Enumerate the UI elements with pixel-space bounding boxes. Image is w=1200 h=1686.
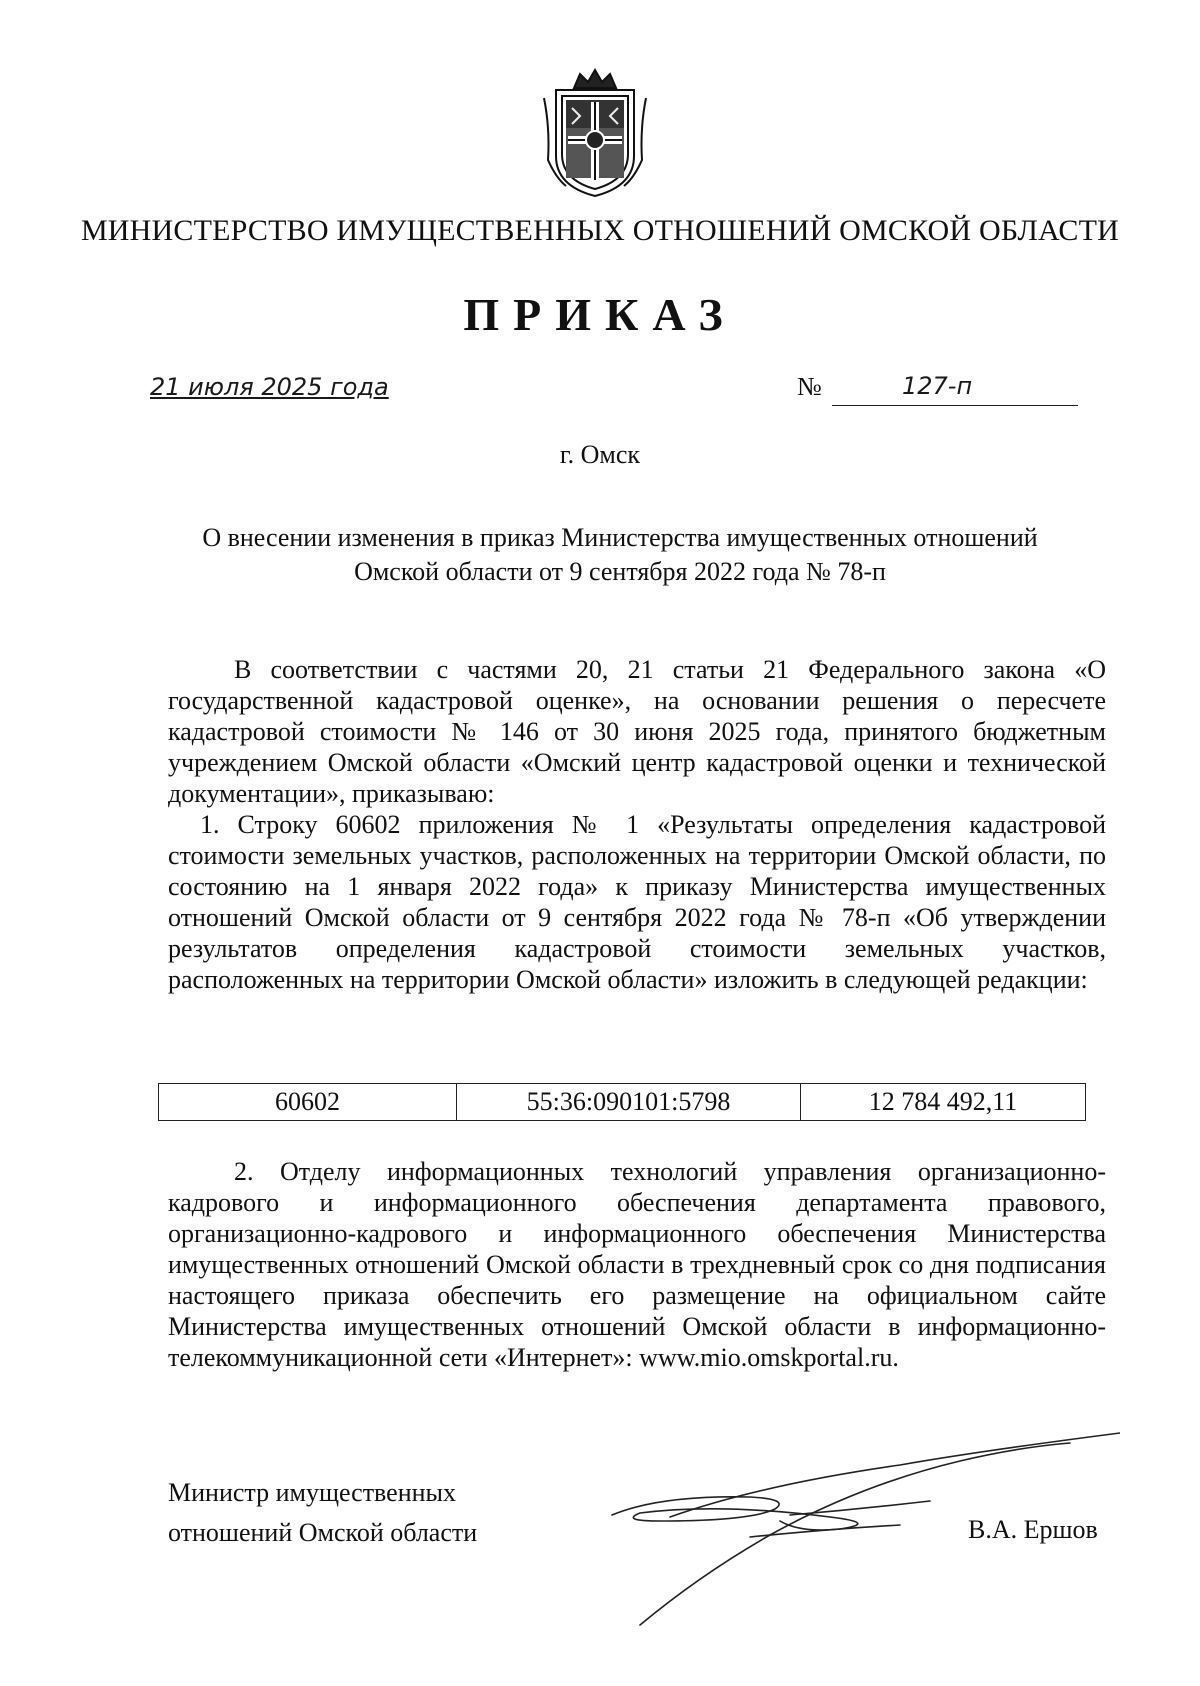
- order-number-underline: [832, 405, 1078, 406]
- item-1-paragraph: 1. Строку 60602 приложения № 1 «Результаты определения кадастровой стоимости земельных участков, расположенных на территории Омской области, по состоянию на 1 января 2022 года» к приказу Министерства имущественных отношений Омской области от 9 сентября 2022 года № 78-п «Об утверждении результатов определения кадастровой стоимости земельных участков, расположенных на территории Омской области» изложить в следующей редакции:: [168, 810, 1106, 994]
- order-body-part-1: [168, 654, 1106, 995]
- table-cell-cadastral-number: 55:36:090101:5798: [457, 1084, 801, 1120]
- ministry-name: МИНИСТЕРСТВО ИМУЩЕСТВЕННЫХ ОТНОШЕНИЙ ОМСКОЙ ОБЛАСТИ: [80, 214, 1120, 247]
- signatory-name: В.А. Ершов: [968, 1515, 1098, 1544]
- order-subject-line-2: Омской области от 9 сентября 2022 года № 78-п: [354, 557, 886, 586]
- order-subject-line-1: О внесении изменения в приказ Министерства имущественных отношений: [202, 523, 1038, 552]
- table-cell-row-number: 60602: [159, 1084, 457, 1120]
- table-cell-cadastral-value: 12 784 492,11: [868, 1087, 1018, 1116]
- cadastral-value-table: [158, 1083, 1086, 1121]
- coat-of-arms-emblem: [536, 68, 654, 200]
- order-body-part-2: [168, 1156, 1106, 1373]
- order-number-label: №: [797, 372, 822, 401]
- order-subject: [150, 521, 1090, 589]
- item-2-paragraph: 2. Отделу информационных технологий управления организационно-кадрового и информационного обеспечения департамента правового, организационно-кадрового и информационного обеспечения Министерства имущественных отношений Омской области в трехдневный срок со дня подписания настоящего приказа обеспечить его размещение на официальном сайте Министерства имущественных отношений Омской области в информационно-телекоммуникационной сети «Интернет»: www.mio.omskportal.ru.: [168, 1157, 1106, 1372]
- city-line: г. Омск: [559, 440, 641, 469]
- document-type-title: ПРИКАЗ: [463, 289, 737, 340]
- signatory-position: [168, 1473, 477, 1553]
- order-date: 21 июля 2025 года: [150, 373, 389, 401]
- order-number: 127-п: [902, 372, 973, 400]
- signatory-position-line-1: Министр имущественных: [168, 1478, 457, 1507]
- signatory-position-line-2: отношений Омской области: [168, 1518, 478, 1547]
- intro-paragraph: В соответствии с частями 20, 21 статьи 21 Федерального закона «О государственной кадастровой оценке», на основании решения о пересчете кадастровой стоимости № 146 от 30 июня 2025 года, принятого бюджетным учреждением Омской области «Омский центр кадастровой оценки и технической документации», приказываю:: [168, 655, 1106, 808]
